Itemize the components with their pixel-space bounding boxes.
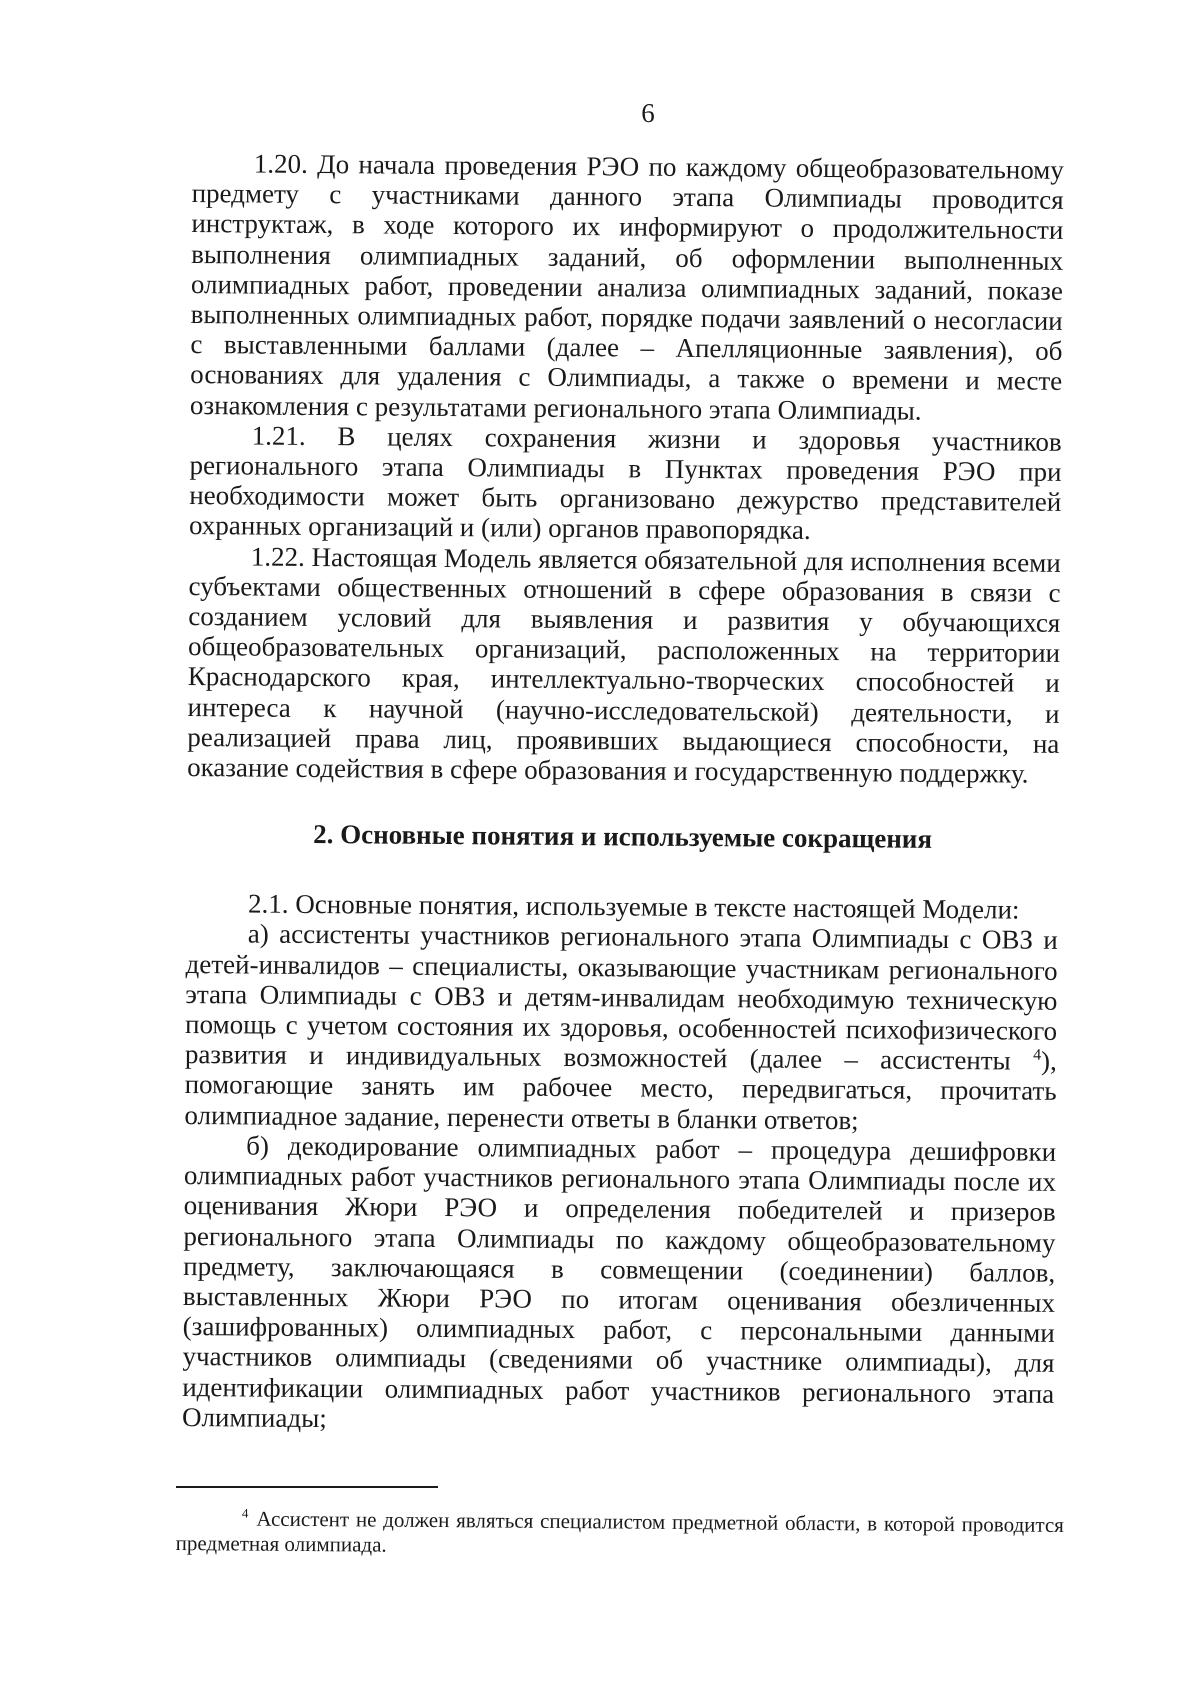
footnote-reference-4: 4: [1033, 1046, 1042, 1064]
section-2-heading: 2. Основные понятия и используемые сокращения: [313, 819, 933, 855]
definition-item-a-text-end: ), помогающие занять им рабочее место, передвигаться, прочитать олимпиадное задание, перенести ответы в бланки ответов;: [184, 1045, 1057, 1135]
footnote-mark: 4: [241, 1505, 249, 1521]
footnote-separator: [176, 1486, 438, 1488]
footnote-text: Ассистент не должен являться специалистом предметной области, в которой проводится предметная олимпиада.: [175, 1506, 1064, 1557]
paragraph-2-1: 2.1. Основные понятия, используемые в тексте настоящей Модели:: [247, 888, 1020, 925]
definition-item-a: [184, 918, 1058, 1136]
footnote-4: [176, 1506, 1064, 1563]
document-body: [182, 148, 1064, 1439]
page-number: 6: [641, 98, 655, 128]
definition-item-a-text-start: а) ассистенты участников регионального этапа Олимпиады с ОВЗ и детей-инвалидов – специалисты, оказывающие участникам регионального этапа Олимпиады с ОВЗ и детям-инвалидам необходимую техническую помощь с учетом состояния их здоровья, особенностей психофизического развития и индивидуальных возможностей (далее – ассистенты: [184, 918, 1058, 1076]
paragraph-1-21: 1.21. В целях сохранения жизни и здоровья участников регионального этапа Олимпиады в Пунктах проведения РЭО при необходимости может быть организовано дежурство представителей охранных организаций и (или) органов правопорядка.: [188, 420, 1062, 546]
definition-item-b: б) декодирование олимпиадных работ – процедура дешифровки олимпиадных работ участников регионального этапа Олимпиады после их оценивания Жюри РЭО и определения победителей и призеров регионального этапа Олимпиады по каждому общеобразовательному предмету, заключающаяся в совмещении (соединении) баллов, выставленных Жюри РЭО по итогам оценивания обезличенных (зашифрованных) олимпиадных работ, с персональными данными участников олимпиады (сведениями об участнике олимпиады), для идентификации олимпиадных работ участников регионального этапа Олимпиады;: [181, 1130, 1057, 1433]
paragraph-1-20: 1.20. До начала проведения РЭО по каждому общеобразовательному предмету с участниками данного этапа Олимпиады проводится инструктаж, в ходе которого их информируют о продолжительности выполнения олимпиадных заданий, об оформлении выполненных олимпиадных работ, проведении анализа олимпиадных заданий, показе выполненных олимпиадных работ, порядке подачи заявлений о несогласии с выставленными баллами (далее – Апелляционные заявления), об основаниях для удаления с Олимпиады, а также о времени и месте ознакомления с результатами регионального этапа Олимпиады.: [189, 148, 1064, 426]
paragraph-1-22: 1.22. Настоящая Модель является обязательной для исполнения всеми субъектами общественных отношений в сфере образования в связи с созданием условий для выявления и развития у обучающихся общеобразовательных организаций, расположенных на территории Краснодарского края, интеллектуально-творческих способностей и интереса к научной (научно-исследовательской) деятельности, и реализацией права лиц, проявивших выдающиеся способности, на оказание содействия в сфере образования и государственную поддержку.: [187, 541, 1061, 789]
